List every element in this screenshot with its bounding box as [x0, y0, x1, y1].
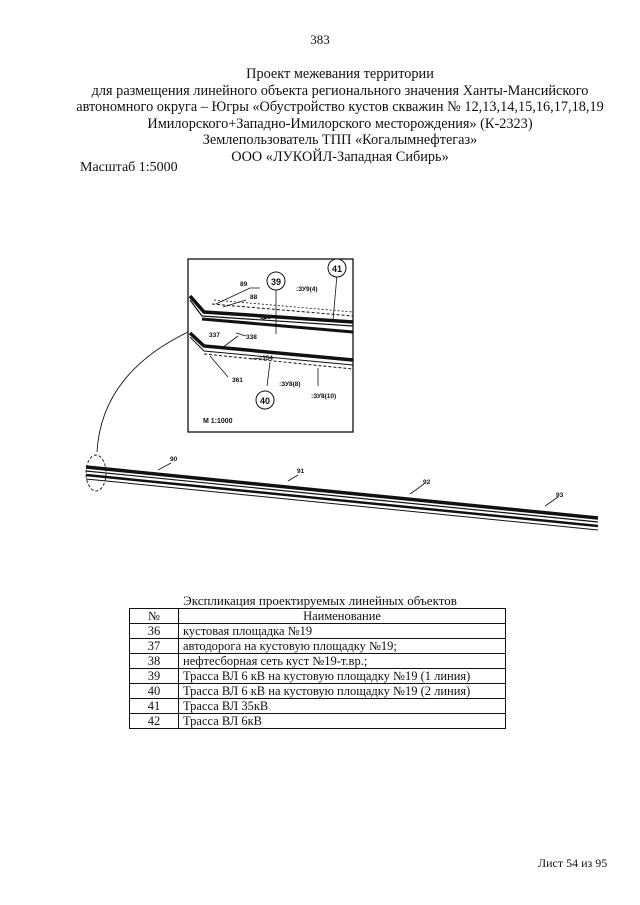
- object-label-40: 40: [259, 396, 271, 406]
- title-line: для размещения линейного объекта регионального значения Ханты-Мансийского: [91, 82, 589, 99]
- point-label: 89: [240, 281, 248, 288]
- parcel-label: :ЗУ9(4): [296, 286, 318, 293]
- title-line: Имилорского+Западно-Имилорского месторождения» (К-2323): [147, 115, 533, 132]
- explication-table: [129, 608, 506, 729]
- row-number: 39: [130, 669, 179, 684]
- point-label: 337: [209, 332, 220, 339]
- point-label: 328: [260, 314, 271, 321]
- row-name: автодорога на кустовую площадку №19;: [179, 639, 506, 654]
- row-number: 41: [130, 699, 179, 714]
- point-label: 354: [262, 355, 273, 362]
- parcel-label: :ЗУ8(8): [279, 381, 301, 388]
- inset-scale-label: М 1:1000: [203, 418, 233, 425]
- main-corridor: [86, 463, 598, 530]
- table-row: [130, 639, 506, 654]
- point-label: 91: [297, 468, 305, 475]
- object-label-41: 41: [331, 264, 343, 274]
- row-number: 38: [130, 654, 179, 669]
- parcel-label: :ЗУ8(10): [311, 393, 337, 400]
- table-header-row: [130, 609, 506, 624]
- column-header-number: №: [130, 609, 179, 624]
- sheet-label: Лист 54 из 95: [538, 856, 608, 870]
- object-label-39: 39: [270, 277, 282, 287]
- row-name: Трасса ВЛ 6кВ: [179, 714, 506, 729]
- row-number: 40: [130, 684, 179, 699]
- row-name: Трасса ВЛ 6 кВ на кустовую площадку №19 (1 линия): [179, 669, 506, 684]
- point-label: 90: [170, 456, 178, 463]
- row-name: Трасса ВЛ 35кВ: [179, 699, 506, 714]
- title-line: Землепользователь ТПП «Когалымнефтегаз»: [202, 132, 478, 148]
- row-number: 37: [130, 639, 179, 654]
- title-line: ООО «ЛУКОЙЛ-Западная Сибирь»: [231, 148, 449, 165]
- table-row: [130, 684, 506, 699]
- main-point-labels: [170, 456, 564, 499]
- point-label: 361: [232, 377, 243, 384]
- table-row: [130, 714, 506, 729]
- row-name: кустовая площадка №19: [179, 624, 506, 639]
- point-label: 338: [246, 334, 257, 341]
- point-label: 88: [250, 294, 258, 301]
- row-name: Трасса ВЛ 6 кВ на кустовую площадку №19 (2 линия): [179, 684, 506, 699]
- table-row: [130, 699, 506, 714]
- table-row: [130, 669, 506, 684]
- table-row: [130, 654, 506, 669]
- row-name: нефтесборная сеть куст №19-т.вр.;: [179, 654, 506, 669]
- table-row: [130, 624, 506, 639]
- explication-caption: Экспликация проектируемых линейных объектов: [183, 593, 457, 608]
- point-label: 93: [556, 492, 564, 499]
- callout-leader: [97, 332, 188, 452]
- point-label: 92: [423, 479, 431, 486]
- scale-label: Масштаб 1:5000: [80, 160, 178, 175]
- title-line: автономного округа – Югры «Обустройство кустов скважин № 12,13,14,15,16,17,18,19: [76, 99, 604, 115]
- page-number: 383: [310, 32, 330, 47]
- row-number: 42: [130, 714, 179, 729]
- row-number: 36: [130, 624, 179, 639]
- title-line: Проект межевания территории: [246, 66, 434, 82]
- column-header-name: Наименование: [179, 609, 506, 624]
